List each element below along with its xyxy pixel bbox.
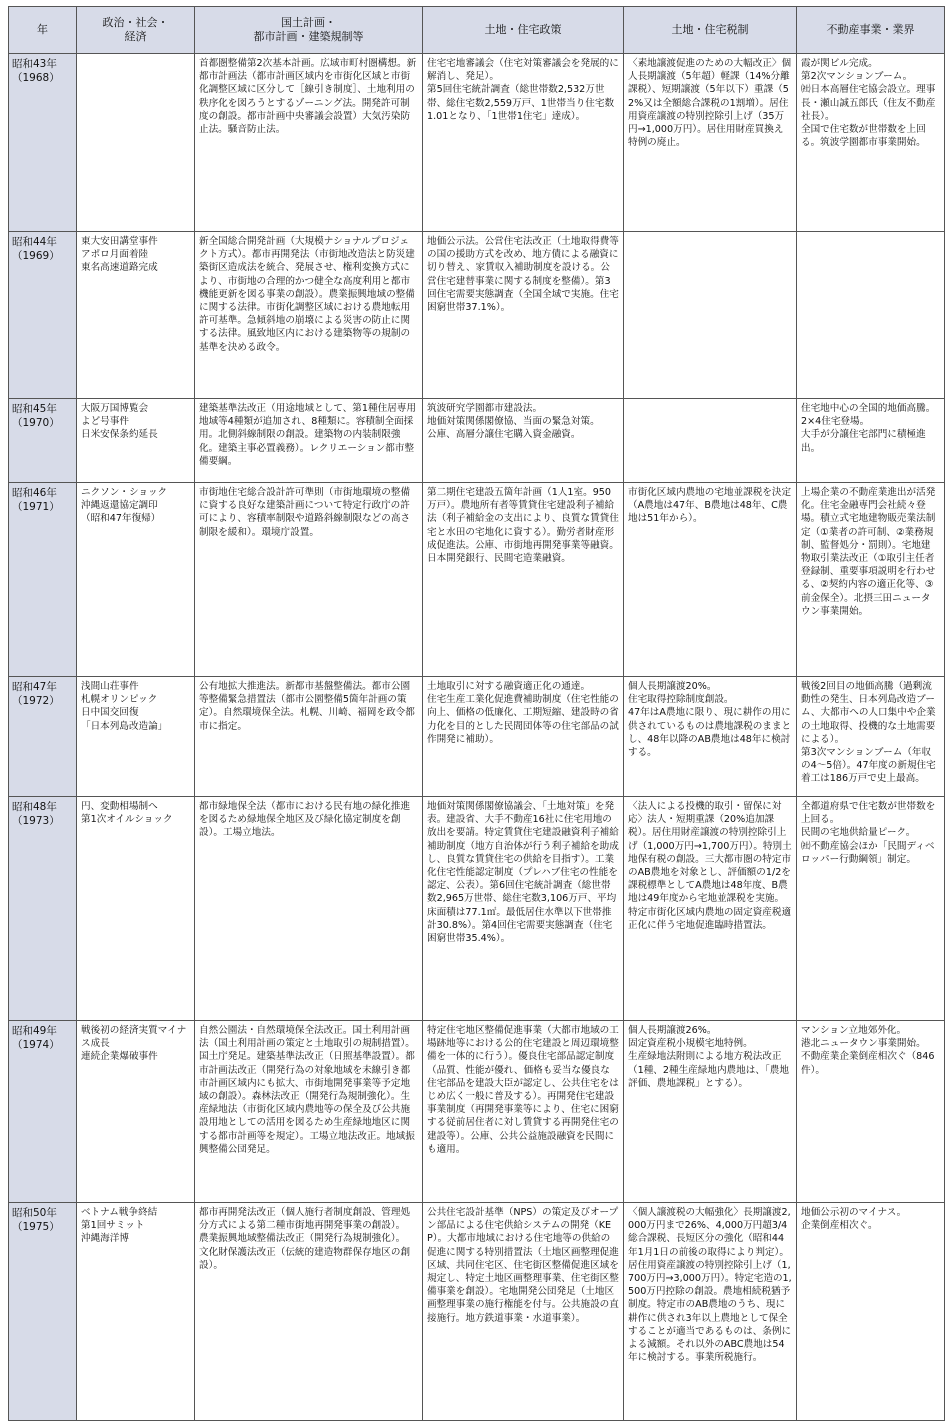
table-row bbox=[9, 232, 945, 399]
header-politics: 政治・社会・ 経済 bbox=[77, 7, 195, 54]
industry-cell: 霞が関ビル完成。 第2次マンションブーム。 ㈳日本高層住宅協会設立。理事長・瀬山誠五郎氏（住友不動産社長）。 全国で住宅数が世帯数を上回る。筑波学園都市事業開始。 bbox=[797, 54, 945, 232]
housing-cell: 地価対策関係閣僚協議会、「土地対策」を発表。建設省、大手不動産16社に住宅用地の放出を要請。特定賃貸住宅建設融資利子補給補助制度（地方自治体が行う利子補給を助成し、良質な賃貸住宅の供給を目指す）。工業化住宅性能認定制度（プレハブ住宅の性能を認定、公表）。第6回住宅統計調査（総世帯数2,965万世帯、総住宅数3,106万戸、平均床面積は77.1㎡。最低居住水準以下世帯推計30.8%）。第4回住宅需要実態調査（住宅困窮世帯35.4%）。 bbox=[423, 797, 624, 1021]
year-label: （1973） bbox=[12, 815, 60, 827]
planning-cell: 首都圏整備第2次基本計画。広域市町村圏構想。新都市計画法（都市計画区域内を市街化区域と市街化調整区域に区分して［線引き制度］、土地利用の秩序化を図ろうとするゾーニング法。開発許可制度の創設。都市計画中央審議会設置）大気汚染防止法。騒音防止法。 bbox=[195, 54, 423, 232]
table-row bbox=[9, 1021, 945, 1203]
industry-cell: 戦後2回目の地価高騰（過剰流動性の発生、日本列島改造ブーム、大都市への人口集中や企業の土地取得、投機的な土地需要による）。 第3次マンションブーム（年収の4〜5倍）。47年度の新規住宅着工は186万戸で史上最高。 bbox=[797, 677, 945, 797]
year-label: （1971） bbox=[12, 501, 60, 513]
year-cell bbox=[9, 399, 77, 483]
industry-cell: マンション立地郊外化。 港北ニュータウン事業開始。 不動産業企業倒産相次ぐ（846件）。 bbox=[797, 1021, 945, 1203]
year-label: （1975） bbox=[12, 1221, 60, 1233]
era-label: 昭和47年 bbox=[12, 681, 57, 693]
planning-cell: 建築基準法改正（用途地域として、第1種住居専用地域等4種類が追加され、8種類に。容積制全面採用。北側斜線制限の創設。建築物の内装制限強化。建築主事必置義務）。レクリエーション都市整備要綱。 bbox=[195, 399, 423, 483]
planning-cell: 都市再開発法改正（個人施行者制度創設、管理処分方式による第二種市街地再開発事業の創設）。 農業振興地域整備法改正（開発行為規制強化）。 文化財保護法改正（伝統的建造物群保存地区の創設）。 bbox=[195, 1203, 423, 1421]
housing-cell: 筑波研究学園都市建設法。 地価対策関係閣僚協、当面の緊急対策。 公庫、高層分譲住宅購入資金融資。 bbox=[423, 399, 624, 483]
year-cell bbox=[9, 1021, 77, 1203]
era-label: 昭和46年 bbox=[12, 487, 57, 499]
year-cell bbox=[9, 1203, 77, 1421]
politics-cell bbox=[77, 54, 195, 232]
industry-cell bbox=[797, 232, 945, 399]
year-cell bbox=[9, 797, 77, 1021]
year-cell bbox=[9, 677, 77, 797]
tax-cell bbox=[624, 232, 797, 399]
planning-cell: 公有地拡大推進法。新都市基盤整備法。都市公園等整備緊急措置法（都市公園整備5箇年計画の策定）。自然環境保全法。札幌、川崎、福岡を政令都市に指定。 bbox=[195, 677, 423, 797]
planning-cell: 自然公園法・自然環境保全法改正。国土利用計画法（国土利用計画の策定と土地取引の規制措置）。国土庁発足。建築基準法改正（日照基準設置）。都市計画法改正（開発行為の対象地域を未線引き都市計画区域内にも拡大、市街地開発事業等予定地域の創設）。森林法改正（開発行為規制強化）。生産緑地法（市街化区域内農地等の保全及び公共施設用地としての活用を図るため生産緑地地区に関する都市計画等を規定）。工場立地法改正。地域振興整備公団発足。 bbox=[195, 1021, 423, 1203]
header-row bbox=[9, 7, 945, 54]
housing-cell: 公共住宅設計基準（NPS）の策定及びオープン部品による住宅供給システムの開発（KEP）。大都市地域における住宅地等の供給の促進に関する特別措置法（土地区画整理促進区域、共同住宅区、住宅街区整備促進区域を規定し、特定土地区画整理事業、住宅街区整備事業を創設）。宅地開発公団発足（土地区画整理事業の施行権能を付与。公共施設の直接施行。地方鉄道事業・水道事業）。 bbox=[423, 1203, 624, 1421]
tax-cell: 個人長期譲渡20%。 住宅取得控除制度創設。 47年はA農地に限り、現に耕作の用に供されているものは農地課税のままとし、48年以降のAB農地は48年に検討する。 bbox=[624, 677, 797, 797]
era-label: 昭和48年 bbox=[12, 801, 57, 813]
year-label: （1970） bbox=[12, 417, 60, 429]
era-label: 昭和45年 bbox=[12, 403, 57, 415]
table-row bbox=[9, 797, 945, 1021]
tax-cell: 個人長期譲渡26%。 固定資産税小規模宅地特例。 生産緑地法附則による地方税法改正（1種、2種生産緑地内農地は、「農地評価、農地課税」とする）。 bbox=[624, 1021, 797, 1203]
housing-cell: 特定住宅地区整備促進事業（大都市地域の工場跡地等における公的住宅建設と周辺環境整備を一体的に行う）。優良住宅部品認定制度（品質、性能が優れ、価格も妥当な優良な住宅部品を建設大臣が認定し、公共住宅をはじめ広く一般に普及する）。再開発住宅建設事業制度（再開発事業等により、住宅に困窮する従前居住者に対し賃貸する再開発住宅の建設等）。公庫、公共公益施設融資を民間にも適用。 bbox=[423, 1021, 624, 1203]
politics-cell: ベトナム戦争終結 第1回サミット 沖縄海洋博 bbox=[77, 1203, 195, 1421]
year-label: （1968） bbox=[12, 72, 60, 84]
politics-cell: ニクソン・ショック 沖縄返還協定調印 （昭和47年復帰） bbox=[77, 483, 195, 677]
year-cell bbox=[9, 54, 77, 232]
year-label: （1974） bbox=[12, 1039, 60, 1051]
tax-cell: 〈素地譲渡促進のための大幅改正〉個人長期譲渡（5年超）軽課（14%分離課税）、短期譲渡（5年以下）重課（52%又は全額総合課税の1割増）。居住用資産譲渡の特別控除引上げ（35万円→1,000万円）。居住用財産買換え特例の廃止。 bbox=[624, 54, 797, 232]
year-label: （1969） bbox=[12, 250, 60, 262]
politics-cell: 戦後初の経済実質マイナス成長 連続企業爆破事件 bbox=[77, 1021, 195, 1203]
table-row bbox=[9, 1203, 945, 1421]
housing-cell: 土地取引に対する融資適正化の通達。 住宅生産工業化促進費補助制度（住宅性能の向上、価格の低廉化、工期短縮、建設時の省力化を目的とした民間団体等の住宅部品の試作開発に補助）。 bbox=[423, 677, 624, 797]
year-label: （1972） bbox=[12, 695, 60, 707]
era-label: 昭和43年 bbox=[12, 58, 57, 70]
header-planning: 国土計画・ 都市計画・建築規制等 bbox=[195, 7, 423, 54]
table-row bbox=[9, 399, 945, 483]
history-table bbox=[8, 6, 945, 1421]
table-row bbox=[9, 54, 945, 232]
industry-cell: 全都道府県で住宅数が世帯数を上回る。 民間の宅地供給量ピーク。 ㈳不動産協会ほか「民間ディベロッパー行動綱領」制定。 bbox=[797, 797, 945, 1021]
table-row bbox=[9, 483, 945, 677]
planning-cell: 市街地住宅総合設計許可準則（市街地環境の整備に資する良好な建築計画について特定行政庁の許可により、容積率制限や道路斜線制限などの高さ制限を緩和）。環境庁設置。 bbox=[195, 483, 423, 677]
politics-cell: 東大安田講堂事件 アポロ月面着陸 東名高速道路完成 bbox=[77, 232, 195, 399]
era-label: 昭和44年 bbox=[12, 236, 57, 248]
politics-cell: 大阪万国博覧会 よど号事件 日米安保条約延長 bbox=[77, 399, 195, 483]
header-housing: 土地・住宅政策 bbox=[423, 7, 624, 54]
housing-cell: 住宅宅地審議会（住宅対策審議会を発展的に解消し、発足）。 第5回住宅統計調査（総世帯数2,532万世帯、総住宅数2,559万戸、1世帯当り住宅数1.01となり、「1世帯1住宅」達成）。 bbox=[423, 54, 624, 232]
header-year: 年 bbox=[9, 7, 77, 54]
table-row bbox=[9, 677, 945, 797]
tax-cell: 〈法人による投機的取引・留保に対応〉法人・短期重課（20%追加課税）。居住用財産譲渡の特別控除引上げ（1,000万円→1,700万円）。特別土地保有税の創設。三大都市圏の特定市のAB農地を対象とし、評価額の1/2を課税標準としてA農地は48年度、B農地は49年度から宅地並課税を実施。特定市街化区域内農地の固定資産税適正化に伴う宅地促進臨時措置法。 bbox=[624, 797, 797, 1021]
tax-cell: 市街化区域内農地の宅地並課税を決定（A農地は47年、B農地は48年、C農地は51年から）。 bbox=[624, 483, 797, 677]
politics-cell: 円、変動相場制へ 第1次オイルショック bbox=[77, 797, 195, 1021]
housing-cell: 第二期住宅建設五箇年計画（1人1室。950万戸）。農地所有者等賃貸住宅建設利子補給法（利子補給金の支出により、良質な賃貸住宅と水田の宅地化に資する）。勤労者財産形成促進法。公庫、市街地再開発事業等融資。日本開発銀行、民間宅造業融資。 bbox=[423, 483, 624, 677]
tax-cell bbox=[624, 399, 797, 483]
year-cell bbox=[9, 232, 77, 399]
era-label: 昭和50年 bbox=[12, 1207, 57, 1219]
housing-cell: 地価公示法。公営住宅法改正（土地取得費等の国の援助方式を改め、地方債による融資に切り替え、家賃収入補助制度を設ける。公営住宅建替事業に関する制度を整備）。第3回住宅需要実態調査（全国全域で実施。住宅困窮世帯37.1%）。 bbox=[423, 232, 624, 399]
year-cell bbox=[9, 483, 77, 677]
header-tax: 土地・住宅税制 bbox=[624, 7, 797, 54]
industry-cell: 地価公示初のマイナス。 企業倒産相次ぐ。 bbox=[797, 1203, 945, 1421]
industry-cell: 住宅地中心の全国的地価高騰。 2×4住宅登場。 大手が分譲住宅部門に積極進出。 bbox=[797, 399, 945, 483]
planning-cell: 新全国総合開発計画（大規模ナショナルプロジェクト方式）。都市再開発法（市街地改造法と防災建築街区造成法を統合、発展させ、権利変換方式により、市街地の合理的かつ健全な高度利用と都市機能更新を図る事業の創設）。農業振興地域の整備に関する法律。市街化調整区域における農地転用許可基準。急傾斜地の崩壊による災害の防止に関する法律。風致地区内における建築物等の規制の基準を決める政令。 bbox=[195, 232, 423, 399]
politics-cell: 浅間山荘事件 札幌オリンピック 日中国交回復 「日本列島改造論」 bbox=[77, 677, 195, 797]
tax-cell: 〈個人譲渡税の大幅強化〉長期譲渡2,000万円まで26%、4,000万円超3/4総合課税、長短区分の強化（昭和44年1月1日の前後の取得により判定）。居住用資産譲渡の特別控除引上げ（1,700万円→3,000万円）。特定宅造の1,500万円控除の創設。農地相続税猶予制度。特定市のAB農地のうち、現に耕作に供され3年以上農地として保全することが適当であるものは、条例による減額。それ以外のABC農地は54年に検討する。事業所税施行。 bbox=[624, 1203, 797, 1421]
era-label: 昭和49年 bbox=[12, 1025, 57, 1037]
header-industry: 不動産事業・業界 bbox=[797, 7, 945, 54]
industry-cell: 上場企業の不動産業進出が活発化。住宅金融専門会社続々登場。積立式宅地建物販売業法制定（①業者の許可制、②業務規制、監督処分・罰則）。宅地建物取引業法改正（①取引主任者登録制、重要事項説明を行わせる、②契約内容の適正化等、③前金保全）。北摂三田ニュータウン事業開始。 bbox=[797, 483, 945, 677]
planning-cell: 都市緑地保全法（都市における民有地の緑化推進を図るため緑地保全地区及び緑化協定制度を創設）。工場立地法。 bbox=[195, 797, 423, 1021]
